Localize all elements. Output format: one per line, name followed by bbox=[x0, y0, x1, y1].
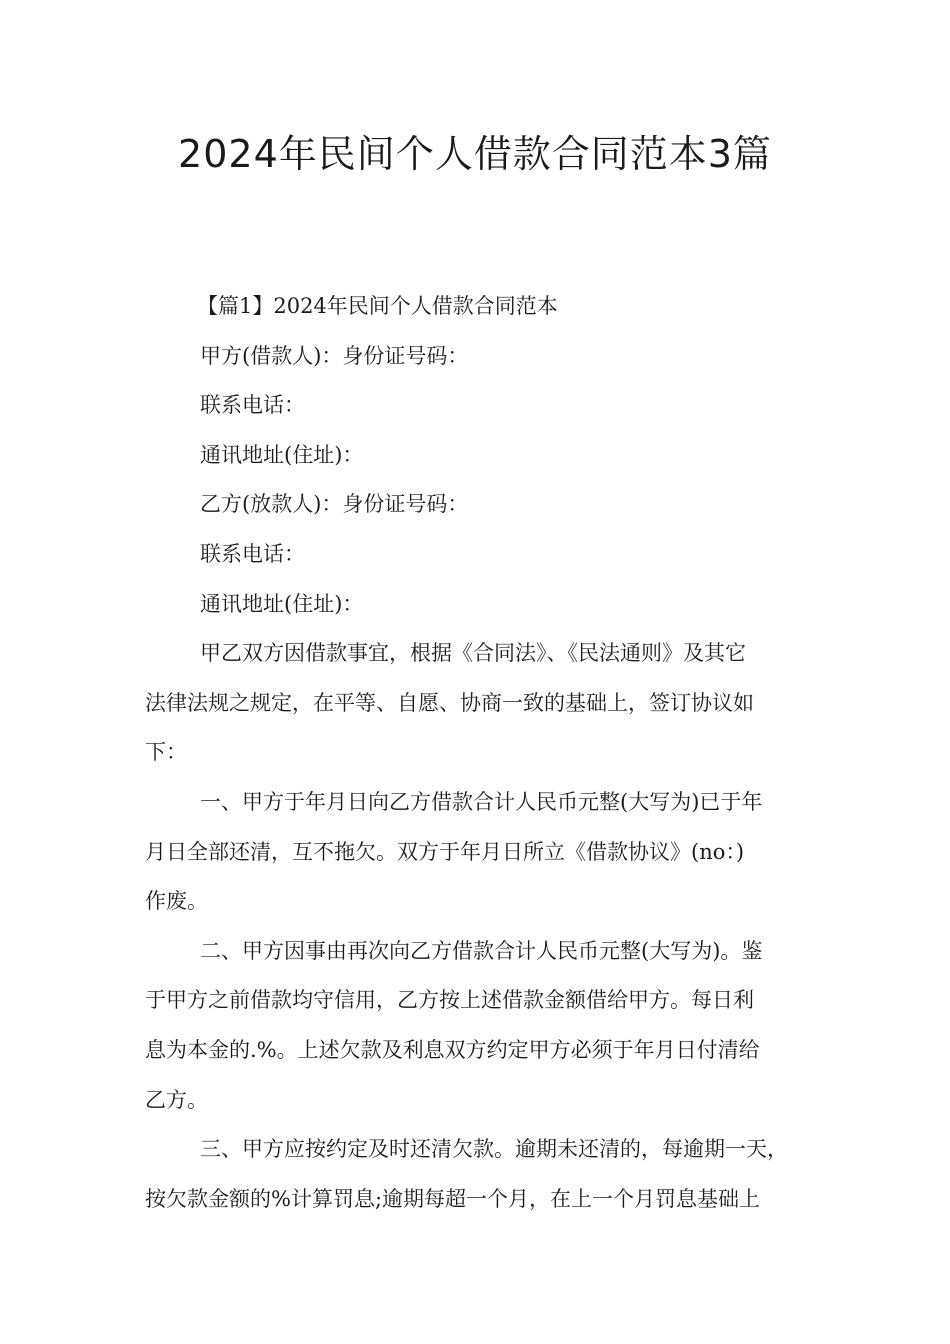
text-line: 息为本金的.%。上述欠款及利息双方约定甲方必须于年月日付清给 bbox=[145, 1037, 760, 1062]
document-title: 2024年民间个人借款合同范本3篇 bbox=[178, 132, 772, 176]
text-line: 甲方(借款人)：身份证号码： bbox=[200, 343, 469, 368]
text-line: 乙方(放款人)：身份证号码： bbox=[200, 492, 469, 517]
text-line: 联系电话： bbox=[200, 541, 305, 566]
text-line: 法律法规之规定，在平等、自愿、协商一致的基础上，签订协议如 bbox=[145, 690, 754, 715]
text-line: 按欠款金额的%计算罚息;逾期每超一个月，在上一个月罚息基础上 bbox=[145, 1186, 761, 1211]
text-line: 二、甲方因事由再次向乙方借款合计人民币元整(大写为)。鉴 bbox=[200, 938, 763, 963]
text-line: 于甲方之前借款均守信用，乙方按上述借款金额借给甲方。每日利 bbox=[145, 988, 754, 1013]
text-line: 月日全部还清，互不拖欠。双方于年月日所立《借款协议》(no：) bbox=[145, 839, 745, 864]
text-line: 【篇1】2024年民间个人借款合同范本 bbox=[197, 294, 558, 318]
text-line: 乙方。 bbox=[145, 1087, 208, 1112]
text-line: 联系电话： bbox=[200, 393, 305, 418]
text-line: 通讯地址(住址)： bbox=[200, 591, 364, 616]
text-line: 作废。 bbox=[145, 889, 208, 914]
text-line: 一、甲方于年月日向乙方借款合计人民币元整(大写为)已于年 bbox=[200, 789, 763, 814]
text-line: 通讯地址(住址)： bbox=[200, 442, 364, 467]
text-line: 三、甲方应按约定及时还清欠款。逾期未还清的，每逾期一天， bbox=[200, 1137, 788, 1162]
text-line: 下： bbox=[145, 740, 187, 765]
text-line: 甲乙双方因借款事宜，根据《合同法》、《民法通则》及其它 bbox=[200, 641, 746, 666]
document-body bbox=[145, 282, 825, 1224]
